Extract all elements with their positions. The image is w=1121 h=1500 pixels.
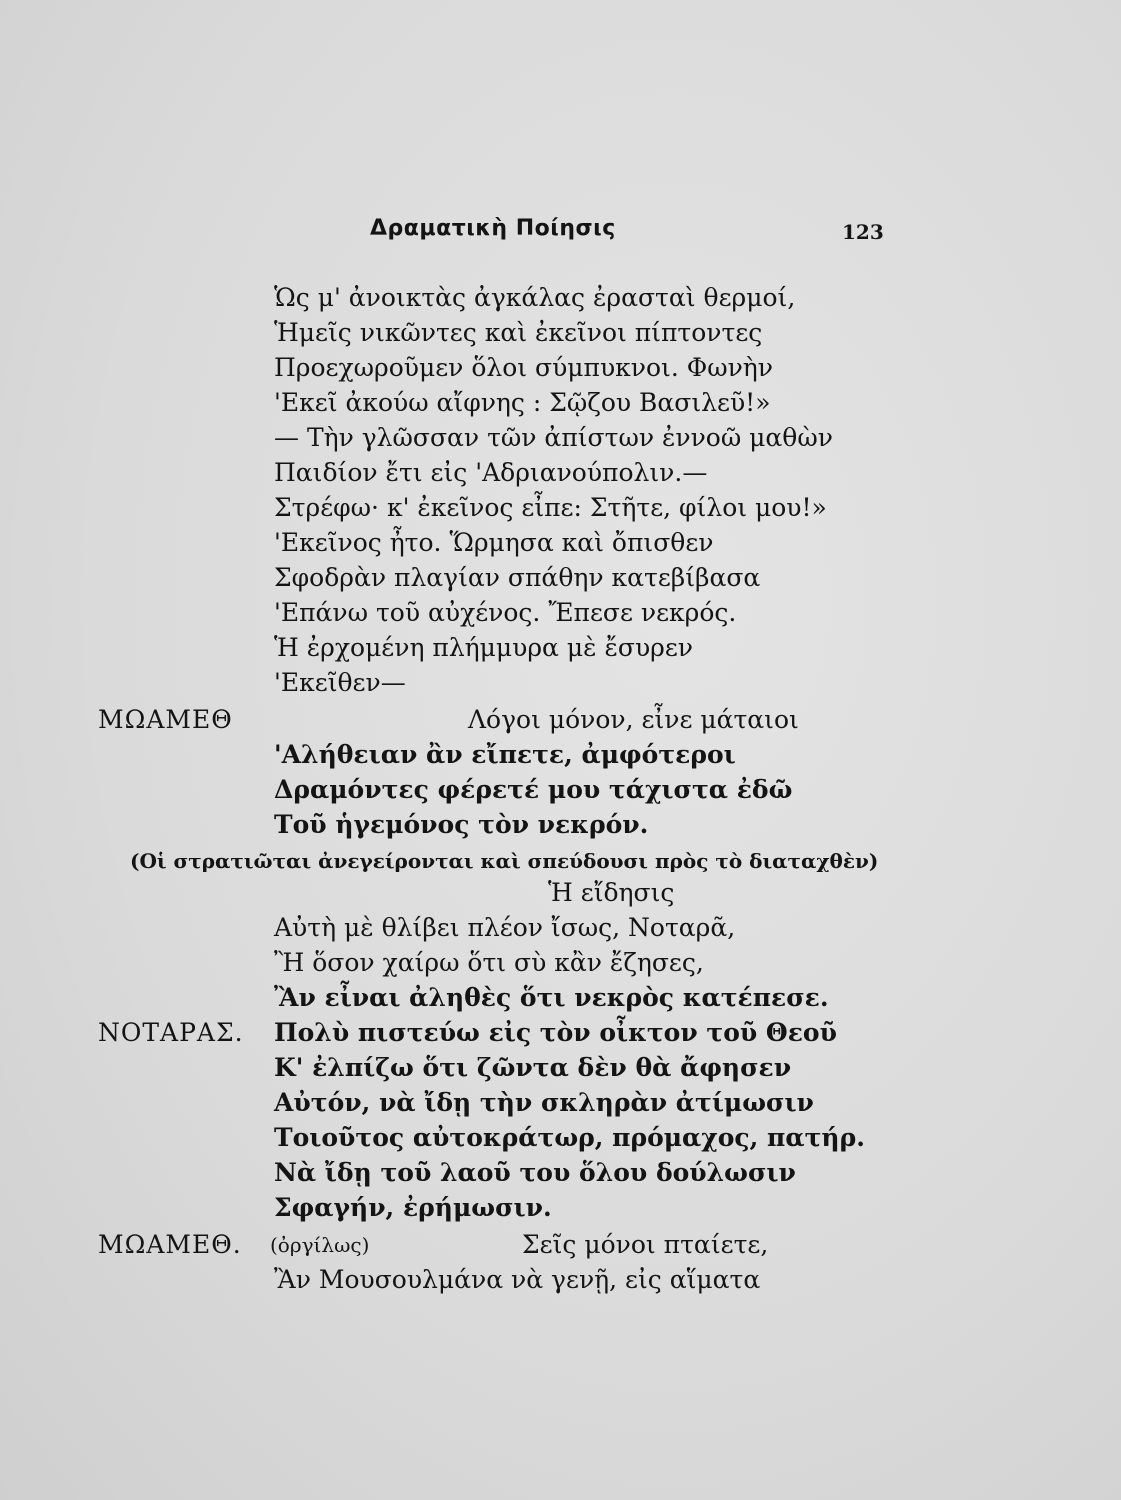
verse-line: Προεχωροῦμεν ὅλοι σύμπυκνοι. Φωνὴν xyxy=(274,353,773,382)
verse-line: Πολὺ πιστεύω εἰς τὸν οἶκτον τοῦ Θεοῦ xyxy=(274,1018,837,1047)
verse-line: — Τὴν γλῶσσαν τῶν ἀπίστων ἐννοῶ μαθὼν xyxy=(274,423,833,452)
verse-line: Σφαγήν, ἐρήμωσιν. xyxy=(274,1193,552,1222)
verse-line: Ἡμεῖς νικῶντες καὶ ἐκεῖνοι πίπτοντες xyxy=(274,318,763,347)
verse-line: Στρέφω· κ' ἐκεῖνος εἶπε: Στῆτε, φίλοι μου!» xyxy=(274,493,827,522)
verse-line: Αὐτὴ μὲ θλίβει πλέον ἴσως, Νοταρᾶ, xyxy=(274,913,736,942)
verse-line: 'Εκεῖνος ἦτο. Ὥρμησα καὶ ὄπισθεν xyxy=(274,528,714,557)
verse-line: 'Εκεῖθεν— xyxy=(274,668,406,697)
page-number: 123 xyxy=(842,220,884,244)
verse-line: 'Αλήθειαν ἂν εἴπετε, ἀμφότεροι xyxy=(274,740,736,769)
stage-direction: (Οἱ στρατιῶται ἀνεγείρονται καὶ σπεύδουσι πρὸς τὸ διαταχθὲν) xyxy=(130,849,879,873)
verse-line: Δραμόντες φέρετέ μου τάχιστα ἐδῶ xyxy=(274,775,793,804)
verse-line: Τοιοῦτος αὐτοκράτωρ, πρόμαχος, πατήρ. xyxy=(274,1123,865,1152)
verse-line: Νὰ ἴδῃ τοῦ λαοῦ του ὅλου δούλωσιν xyxy=(274,1158,796,1187)
verse-line: Σφοδρὰν πλαγίαν σπάθην κατεβίβασα xyxy=(274,563,761,592)
running-title: Δραματικὴ Ποίησις xyxy=(370,216,616,241)
verse-line: Ἡ ἐρχομένη πλήμμυρα μὲ ἔσυρεν xyxy=(274,633,693,662)
speaker-moameth: ΜΩΑΜΕΘ. xyxy=(98,1230,242,1259)
verse-line: Ἢ ὅσον χαίρω ὅτι σὺ κἂν ἔζησες, xyxy=(274,948,704,977)
verse-line: Ἂν Μουσουλμάνα νὰ γενῇ, εἰς αἵματα xyxy=(274,1265,761,1294)
verse-line: Τοῦ ἡγεμόνος τὸν νεκρόν. xyxy=(274,810,649,839)
verse-line: Παιδίον ἔτι εἰς 'Αδριανούπολιν.— xyxy=(274,458,708,487)
verse-line: 'Επάνω τοῦ αὐχένος. Ἔπεσε νεκρός. xyxy=(274,598,737,627)
speaker-moameth: ΜΩΑΜΕΘ xyxy=(98,705,233,734)
verse-line: Κ' ἐλπίζω ὅτι ζῶντα δὲν θὰ ἄφησεν xyxy=(274,1053,792,1082)
verse-line: Σεῖς μόνοι πταίετε, xyxy=(522,1230,769,1259)
verse-line: Αὐτόν, νὰ ἴδῃ τὴν σκληρὰν ἀτίμωσιν xyxy=(274,1088,814,1117)
verse-line: Ἂν εἶναι ἀληθὲς ὅτι νεκρὸς κατέπεσε. xyxy=(274,983,829,1012)
verse-line: Ὡς μ' ἀνοικτὰς ἀγκάλας ἐρασταὶ θερμοί, xyxy=(274,283,796,312)
verse-line: Ἡ εἴδησις xyxy=(548,878,675,907)
verse-line: 'Εκεῖ ἀκούω αἴφνης : Σῷζου Βασιλεῦ!» xyxy=(274,388,771,417)
verse-line: Λόγοι μόνον, εἶνε μάταιοι xyxy=(468,705,799,734)
speaker-notaras: ΝΟΤΑΡΑΣ. xyxy=(98,1018,244,1047)
stage-direction-inline: (ὀργίλως) xyxy=(270,1233,370,1257)
